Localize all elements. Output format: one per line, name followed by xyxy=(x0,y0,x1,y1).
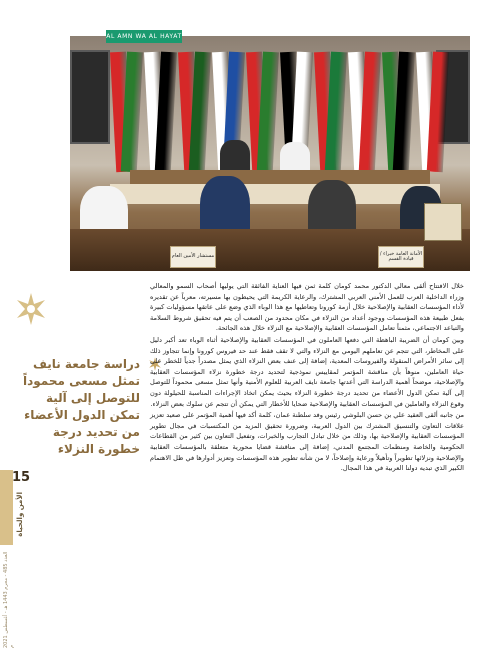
logo-stand xyxy=(424,203,462,241)
name-card-right: الأمانة العامة خبراء / قيادة القسم xyxy=(378,246,424,268)
section-tag: AL AMN WA AL HAYAT xyxy=(106,30,182,43)
paragraph: وبين كومان أن الضريبة الباهظة التي دفعها العاملون في المؤسسات العقابية والإصلاحية أثناء الوباء تعد أكبر دليل على المخاطر، التي تتجم عن تعاملهم اليومي مع النزلاء والتي لا تقف فقط عند حد فيروس كورونا وإنما تتجاوز ذلك إلى سائر الأمراض المنقولة والفيروسات المعدية، إضافة إلى عنف بعض النزلاء الذي يمثل مصدراً جدياً للخطر على حياة العاملين، منوهاً بأن مناقشة المؤتمر لمقاييس نموذجية لتحديد درجة خطورة نزلاء المؤسسات العقابية والإصلاحية، موضحاً أهمية الدراسة التي أعدتها جامعة نايف العربية للعلوم الأمنية وأنها تمثل مسعى محموداً للتوصل إلى آلية تمكن الدول الأعضاء من تحديد درجة خطورة النزلاء بحيث يمكن اتخاذ الإجراءات المناسبة للحيلولة دون وقوع النزلاء والعاملين في المؤسسات العقابية والإصلاحية ضحايا للأخطار التي يمكن أن تتجم عن سلوك بعض النزلاء. xyxy=(150,335,464,408)
person xyxy=(220,140,250,174)
back-table xyxy=(130,170,430,184)
name-card-left: مستشار الأمين العام xyxy=(170,246,216,268)
article-photo xyxy=(70,36,470,271)
back-table-front xyxy=(110,184,440,204)
magazine-name: الأمن والحياة xyxy=(16,492,24,537)
paragraph: خلال الافتتاح ألقى معالي الدكتور محمد كومان كلمة ثمن فيها العناية الفائقة التي يوليها أصحاب السمو والمعالي وزراء الداخلية العرب للعمل الأمني العربي المشترك، والرعاية الكريمة التي يحيطون بها مسيرته، معرباً عن تقديره لأداء المؤسسات العقابية والإصلاحية خلال أزمة كورونا وتعاطيها مع هذا الوباء الذي وضع على عاتقها مسؤوليات كبيرة بفعل طبيعة هذه المؤسسات ووجود أعداد من النزلاء في مكان محدود من الصعب أن يتم فيه تحقيق شروط السلامة والتباعد الاجتماعي، مثمناً تعامل المؤسسات العقابية والإصلاحية مع النزلاء خلال هذه الجائحة. xyxy=(150,282,464,333)
issue-info: العدد 485 - محرم 1443 هـ - أغسطس 2021 م xyxy=(3,551,15,648)
page-number: 15 xyxy=(12,470,31,485)
paragraph: من جانبه ألقى العقيد علي بن حسن البلوشي رئيس وفد سلطنة عمان، كلمة أكد فيها أهمية المؤتمر على صعيد تعزيز علاقات التعاون والتنسيق المشترك بين الدول العربية، وضرورة تحقيق المزيد من المكتسبات في مجال تطوير المؤسسات العقابية والإصلاحية بها، وذلك من خلال تبادل التجارب والخبرات، وتفعيل التعاون بين كثير من القطاعات الحكومية والخاصة ومنظمات المجتمع المدني، إضافة إلى مناقشة قضايا محورية متعلقة بالمؤسسات العقابية والإصلاحية ونزلائها تطويراً وتأهيلاً ورعاية وإصلاحاً، لا من شأنه تطوير هذه المؤسسات وتعزيز أدوارها في ظل الاهتمام الكبير الذي تبديه دولنا العربية في هذا المجال. xyxy=(150,411,464,473)
article-body xyxy=(150,281,464,475)
screen-left xyxy=(70,50,110,144)
decorative-star-icon xyxy=(14,292,48,326)
pull-quote: دراسة جامعة نايف تمثل مسعى محموداً للتوصل إلى آلية تمكن الدول الأعضاء من تحديد درجة خطورة النزلاء xyxy=(23,357,140,456)
